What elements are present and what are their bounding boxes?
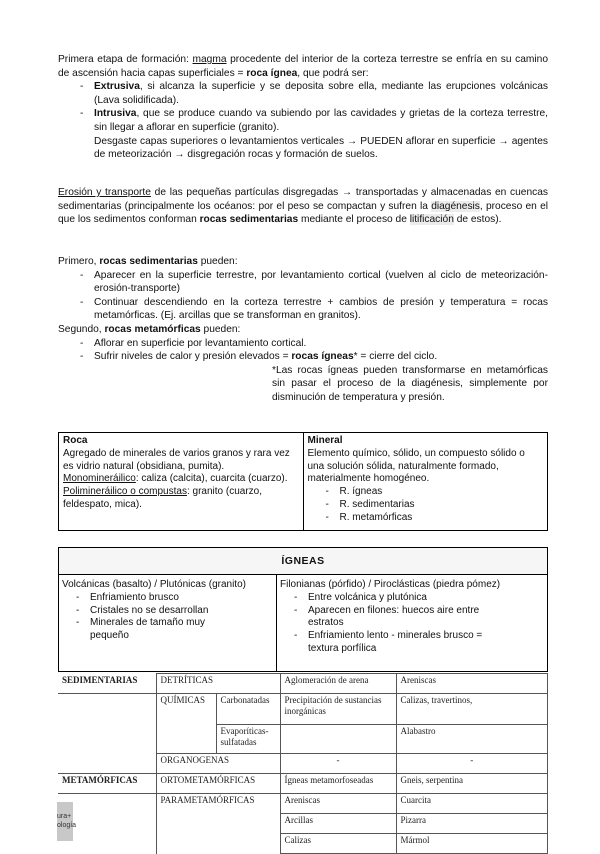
list-item: - Enfriamiento lento - minerales brusco = textura porfílica (290, 630, 490, 656)
intro-text: procedente del interior de la corteza terrestre se enfría en su camino de ascensión hacia capas superficiales = (58, 54, 548, 79)
aglomeracion-cell: Aglomeración de arena (280, 674, 396, 694)
primero-lead: Primero, (58, 256, 100, 267)
extrusiva-term: Extrusiva (94, 81, 140, 93)
item2-c: * = cierre del ciclo. (353, 351, 438, 363)
roca-ignea-term: roca ígnea (246, 67, 298, 79)
table-row (58, 814, 548, 834)
intro-tail: , que podrá ser: (297, 67, 369, 79)
poli-line (63, 486, 299, 512)
segundo-heading (58, 323, 548, 337)
list-item: - Entre volcánica y plutónica (290, 592, 490, 605)
desgaste-paragraph: Desgaste capas superiores o levantamientos verticales → PUEDEN aflorar en superficie → agentes de meteorización → disgregación rocas y formación de suelos. (94, 135, 548, 161)
roca-cell (59, 433, 304, 531)
erosion-paragraph (58, 186, 548, 227)
intrusiva-term: Intrusiva (94, 108, 137, 120)
mono-text: : caliza (calcita), cuarcita (cuarzo). (135, 473, 288, 485)
list-item: - Aparecer en la superficie terrestre, por levantamiento cortical (vuelven al ciclo de meteorización-erosión-transporte) (76, 269, 548, 296)
igneas-right-list (290, 592, 490, 656)
extrusiva-text: , si alcanza la superficie y se deposita sobre ella, mediante las erupciones volcánicas (Lava solidificada). (94, 81, 548, 106)
organogenas-cell: ORGANOGENAS (156, 754, 280, 774)
sedimentarias-label: SEDIMENTARIAS (58, 674, 156, 694)
calizas-cell: Calizas (280, 834, 396, 854)
cycle-section (58, 255, 548, 405)
igneas-right (277, 575, 547, 671)
poli-text: : granito (cuarzo, feldespato, mica). (63, 486, 262, 510)
intro-lead: Primera etapa de formación: (58, 54, 193, 65)
roca-mineral-table (58, 432, 548, 531)
igneas-left (59, 575, 277, 671)
table-row (58, 754, 548, 774)
list-item: - Minerales de tamaño muy pequeño (72, 617, 222, 643)
mineral-list (322, 486, 544, 524)
table-row (58, 725, 548, 754)
igneas-right-title: Filonianas (pórfido) / Piroclásticas (piedra pómez) (280, 579, 501, 590)
segundo-bold: rocas metamórficas (104, 323, 201, 335)
dash-cell: - (280, 754, 396, 774)
list-item: - Continuar descendiendo en la corteza terrestre + cambios de presión y temperatura = rocas metamórficas. (Ej. arcillas que se transforman en granitos). (76, 296, 548, 323)
magma-term: magma (192, 54, 227, 65)
erosion-text-3: mediante el proceso de (298, 214, 410, 226)
table-row (58, 694, 548, 725)
intrusiva-text: , que se produce cuando va subiendo por las cavidades y grietas de la corteza terrestre, sin llegar a aflorar en superficie (granito). (94, 108, 548, 133)
carbonatadas-cell: Carbonatadas (216, 694, 280, 725)
logo-line-2: ología (57, 822, 77, 829)
cuarcita-cell: Cuarcita (396, 794, 548, 814)
erosion-term: Erosión y transporte (58, 187, 151, 198)
litificacion-term: litificación (409, 214, 454, 226)
empty-cell (58, 694, 156, 725)
segundo-lead: Segundo, (58, 323, 105, 335)
list-item (76, 80, 548, 107)
gneis-cell: Gneis, serpentina (396, 774, 548, 794)
primero-list (76, 269, 548, 323)
igneas-left-title: Volcánicas (basalto) / Plutónicas (granito) (62, 579, 246, 590)
list-item: - Aflorar en superficie por levantamiento cortical. (76, 337, 548, 351)
rock-classification-table (58, 673, 548, 854)
metamorficas-label: METAMÓRFICAS (58, 774, 156, 794)
primero-bold: rocas sedimentarias (99, 256, 198, 267)
arcillas-cell: Arcillas (280, 814, 396, 834)
erosion-text-1: de las pequeñas partículas disgregadas → transportadas y almacenadas en cuencas sedimentarias (principalmente los océanos: por el peso se compactan y sufren la (58, 187, 548, 212)
list-item: - R. sedimentarias (322, 499, 544, 512)
erosion-text-4: de estos). (453, 214, 502, 226)
igneas-box (58, 547, 548, 672)
mineral-cell (303, 433, 548, 531)
diagenesis-term: diagénesis (431, 200, 480, 212)
roca-text: Agregado de minerales de varios granos y rara vez es vidrio natural (obsidiana, pumita). (63, 447, 290, 472)
segundo-tail: pueden: (200, 323, 241, 335)
table-row (58, 674, 548, 694)
precipitacion-cell: Precipitación de sustancias inorgánicas (280, 694, 396, 725)
mineral-text: Elemento químico, sólido, un compuesto sólido o una solución sólida, naturalmente formado, materialmente homogéneo. (307, 447, 525, 485)
mono-line (63, 473, 299, 486)
intrusive-extrusive-list (76, 80, 548, 134)
list-item: - R. ígneas (322, 486, 544, 499)
segundo-list (76, 337, 548, 364)
parametamorficas-cell: PARAMETAMÓRFICAS (156, 794, 280, 854)
intro-paragraph (58, 53, 548, 80)
mono-label: Monomineráilico (63, 473, 136, 485)
calizas-travertinos-cell: Calizas, travertinos, (396, 694, 548, 725)
empty-cell (58, 754, 156, 774)
evaporiticas-cell: Evaporíticas-sulfatadas (216, 725, 280, 754)
marmol-cell: Mármol (396, 834, 548, 854)
ortometamorficas-cell: ORTOMETAMÓRFICAS (156, 774, 280, 794)
empty-cell (280, 725, 396, 754)
roca-title: Roca (63, 435, 88, 446)
footnote: *Las rocas ígneas pueden transformarse en metamórficas sin pasar el proceso de la diagénesis, simplemente por disminución de temperatura y presión. (272, 364, 548, 403)
quimicas-cell: QUÍMICAS (156, 694, 216, 754)
list-item (76, 107, 548, 134)
igneas-left-list (72, 592, 222, 643)
primero-tail: pueden: (197, 256, 238, 267)
pizarra-cell: Pizarra (396, 814, 548, 834)
item2-b: rocas ígneas (291, 351, 354, 363)
formation-section (58, 53, 548, 162)
table-row (58, 774, 548, 794)
mineral-title: Mineral (307, 435, 343, 446)
empty-cell (58, 725, 156, 754)
igneas-title: ÍGNEAS (59, 548, 547, 575)
igneas-metamorfoseadas-cell: Ígneas metamorfoseadas (280, 774, 396, 794)
alabastro-cell: Alabastro (396, 725, 548, 754)
table-row (58, 794, 548, 814)
rocas-sedimentarias-term: rocas sedimentarias (199, 214, 299, 226)
logo-text (57, 812, 76, 830)
primero-heading (58, 255, 548, 269)
logo-line-1: ura+ (57, 813, 72, 820)
erosion-text-2: , proceso en el que los sedimentos conforman (58, 200, 549, 226)
dash-cell: - (396, 754, 548, 774)
list-item (76, 350, 548, 364)
areniscas-cell: Areniscas (280, 794, 396, 814)
item2-a: Sufrir niveles de calor y presión elevados = (94, 351, 292, 363)
list-item: - Cristales no se desarrollan (72, 605, 222, 618)
areniscas-cell: Areniscas (396, 674, 548, 694)
poli-label: Polimineráilico o compustas (63, 486, 187, 498)
list-item: - Aparecen en filones: huecos aire entre estratos (290, 605, 490, 631)
detriticas-cell: DETRÍTICAS (156, 674, 280, 694)
table-row (58, 834, 548, 854)
list-item: - Enfriamiento brusco (72, 592, 222, 605)
list-item: - R. metamórficas (322, 512, 544, 525)
